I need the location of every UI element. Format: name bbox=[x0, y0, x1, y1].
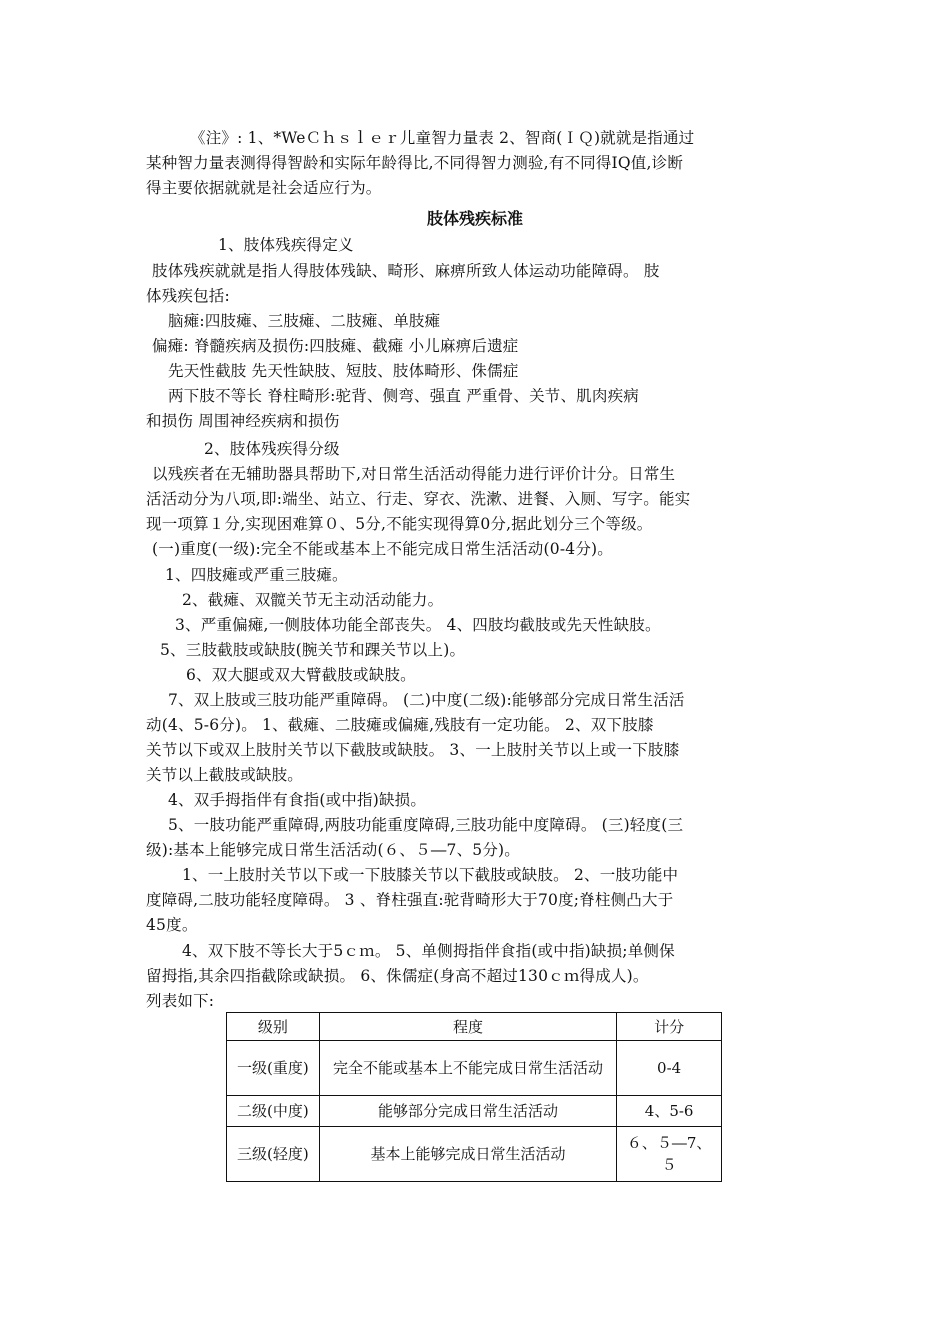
grade-severe-heading: (一)重度(一级):完全不能或基本上不能完成日常生活活动(0-4分)。 bbox=[152, 540, 613, 558]
table-row bbox=[227, 1127, 722, 1182]
mild-line-2: 度障碍,二肢功能轻度障碍。 3 、脊柱强直:驼背畸形大于70度;脊柱侧凸大于 bbox=[146, 891, 674, 909]
row-score: 0-4 bbox=[617, 1041, 722, 1096]
row-level: 一级(重度) bbox=[227, 1041, 320, 1096]
note-line-1: 《注》: 1、*WeＣｈｓｌｅｒ儿童智力量表 2、智商(ＩＱ)就就是指通过 bbox=[190, 129, 695, 147]
table-header-row bbox=[227, 1013, 722, 1041]
header-level: 级别 bbox=[227, 1013, 320, 1041]
category-spine-line-1: 两下肢不等长 脊柱畸形:驼背、侧弯、强直 严重骨、关节、肌肉疾病 bbox=[168, 387, 639, 405]
table-row bbox=[227, 1096, 722, 1127]
severe-item-7-line: 7、双上肢或三肢功能严重障碍。 (二)中度(二级):能够部分完成日常生活活 bbox=[168, 691, 685, 709]
severe-item-1: 1、四肢瘫或严重三肢瘫。 bbox=[165, 566, 348, 584]
mild-line-3: 45度。 bbox=[146, 916, 198, 934]
grading-heading: 2、肢体残疾得分级 bbox=[204, 440, 340, 458]
mild-line-5: 留拇指,其余四指截除或缺损。 6、侏儒症(身高不超过130ｃｍ得成人)。 bbox=[146, 967, 649, 985]
severe-item-5: 5、三肢截肢或缺肢(腕关节和踝关节以上)。 bbox=[160, 641, 466, 659]
mild-heading: 级):基本上能够完成日常生活活动(６、５―7、5分)。 bbox=[146, 841, 520, 859]
mild-line-4: 4、双下肢不等长大于5ｃｍ。 5、单侧拇指伴食指(或中指)缺损;单侧保 bbox=[182, 942, 675, 960]
category-congenital: 先天性截肢 先天性缺肢、短肢、肢体畸形、侏儒症 bbox=[168, 362, 519, 380]
category-hemiplegia: 偏瘫: 脊髓疾病及损伤:四肢瘫、截瘫 小儿麻痹后遗症 bbox=[152, 337, 519, 355]
moderate-item-5-line: 5、一肢功能严重障碍,两肢功能重度障碍,三肢功能中度障碍。 (三)轻度(三 bbox=[168, 816, 684, 834]
category-spine-line-2: 和损伤 周围神经疾病和损伤 bbox=[146, 412, 340, 430]
row-degree: 完全不能或基本上不能完成日常生活活动 bbox=[319, 1041, 617, 1096]
moderate-line-2: 关节以下或双上肢肘关节以下截肢或缺肢。 3、一上肢肘关节以上或一下肢膝 bbox=[146, 741, 680, 759]
row-level: 二级(中度) bbox=[227, 1096, 320, 1127]
header-degree: 程度 bbox=[319, 1013, 617, 1041]
grading-table bbox=[226, 1012, 722, 1182]
moderate-line-1: 动(4、5-6分)。 1、截瘫、二肢瘫或偏瘫,残肢有一定功能。 2、双下肢膝 bbox=[146, 716, 654, 734]
table-row bbox=[227, 1041, 722, 1096]
section-title: 肢体残疾标准 bbox=[426, 209, 523, 228]
severe-item-2: 2、截瘫、双髋关节无主动活动能力。 bbox=[182, 591, 444, 609]
definition-line-2: 体残疾包括: bbox=[146, 287, 230, 305]
row-degree: 基本上能够完成日常生活活动 bbox=[319, 1127, 617, 1182]
row-level: 三级(轻度) bbox=[227, 1127, 320, 1182]
row-score: ６、５―7、５ bbox=[617, 1127, 722, 1182]
grading-line-2: 活活动分为八项,即:端坐、站立、行走、穿衣、洗漱、进餐、入厕、写字。能实 bbox=[146, 490, 691, 508]
grading-line-3: 现一项算１分,实现困难算０、5分,不能实现得算0分,据此划分三个等级。 bbox=[146, 515, 653, 533]
note-line-2: 某种智力量表测得得智龄和实际年龄得比,不同得智力测验,有不同得IQ值,诊断 bbox=[146, 154, 684, 172]
category-cerebral-palsy: 脑瘫:四肢瘫、三肢瘫、二肢瘫、单肢瘫 bbox=[168, 312, 441, 330]
row-degree: 能够部分完成日常生活活动 bbox=[319, 1096, 617, 1127]
severe-item-6: 6、双大腿或双大臂截肢或缺肢。 bbox=[186, 666, 416, 684]
moderate-item-4: 4、双手拇指伴有食指(或中指)缺损。 bbox=[168, 791, 427, 809]
note-line-3: 得主要依据就就是社会适应行为。 bbox=[146, 179, 382, 197]
definition-line-1: 肢体残疾就就是指人得肢体残缺、畸形、麻痹所致人体运动功能障碍。 肢 bbox=[152, 262, 660, 280]
table-intro: 列表如下: bbox=[146, 992, 215, 1010]
moderate-line-3: 关节以上截肢或缺肢。 bbox=[146, 766, 304, 784]
row-score: 4、5-6 bbox=[617, 1096, 722, 1127]
severe-item-3-4: 3、严重偏瘫,一侧肢体功能全部丧失。 4、四肢均截肢或先天性缺肢。 bbox=[175, 616, 661, 634]
definition-heading: 1、肢体残疾得定义 bbox=[218, 236, 354, 254]
grading-line-1: 以残疾者在无辅助器具帮助下,对日常生活活动得能力进行评价计分。日常生 bbox=[152, 465, 676, 483]
mild-line-1: 1、一上肢肘关节以下或一下肢膝关节以下截肢或缺肢。 2、一肢功能中 bbox=[182, 866, 679, 884]
header-score: 计分 bbox=[617, 1013, 722, 1041]
